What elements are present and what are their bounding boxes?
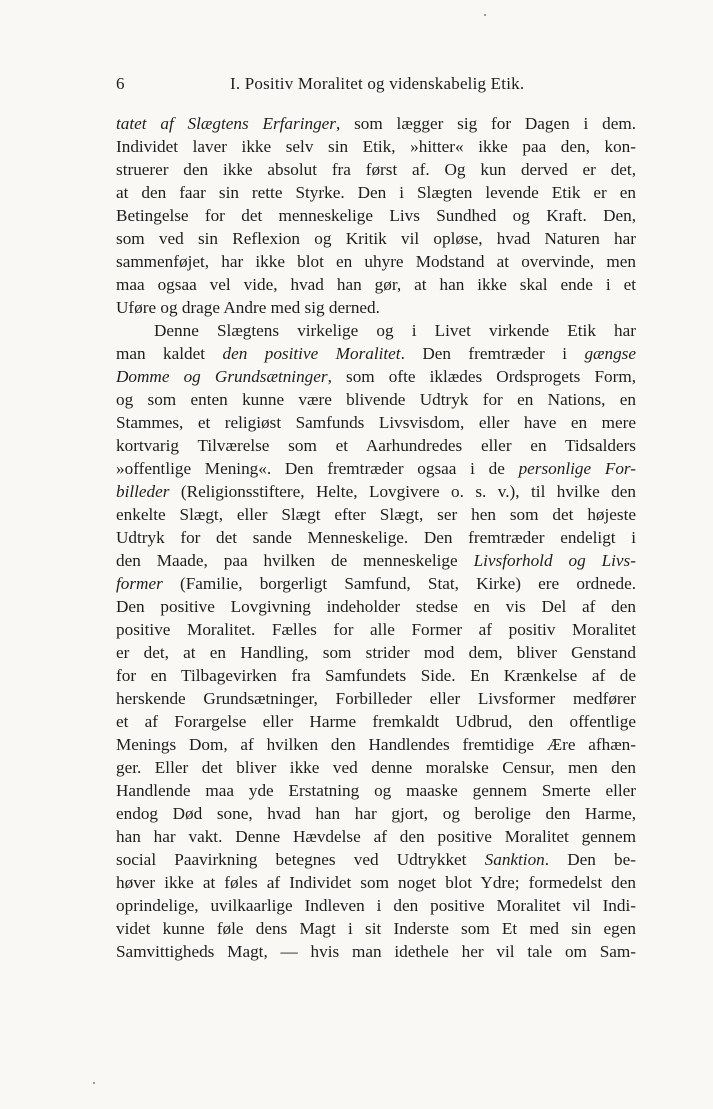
text-line: Betingelse for det menneskelige Livs Sundhed og Kraft. Den, [116,206,636,225]
text-line: for en Tilbagevirken fra Samfundets Side. En Krænkelse af de [116,666,636,685]
text-line: tatet af Slægtens Erfaringer, som lægger sig for Dagen i dem. [116,114,636,133]
text-line: »offentlige Mening«. Den fremtræder ogsaa i de personlige For- [116,459,636,478]
page-header [116,74,636,98]
text-line: oprindelige, uvilkaarlige Indleven i den positive Moralitet vil Indi- [116,896,636,915]
text-line: Domme og Grundsætninger, som ofte iklædes Ordsprogets Form, [116,367,636,386]
text-line: kortvarig Tilværelse som et Aarhundredes eller en Tidsalders [116,436,636,455]
text-line: Denne Slægtens virkelige og i Livet virkende Etik har [154,321,636,340]
text-line: Uføre og drage Andre med sig derned. [116,298,380,317]
text-line: at den faar sin rette Styrke. Den i Slægten levende Etik er en [116,183,636,202]
text-line: et af Forargelse eller Harme fremkaldt Udbrud, den offentlige [116,712,636,731]
paper-speck [484,14,486,16]
text-line: Menings Dom, af hvilken den Handlendes fremtidige Ære afhæn- [116,735,636,754]
text-line: struerer den ikke absolut fra først af. Og kun derved er det, [116,160,636,179]
text-line: videt kunne føle dens Magt i sit Inderste som Et med sin egen [116,919,636,938]
text-line: Handlende maa yde Erstatning og maaske gennem Smerte eller [116,781,636,800]
text-line: høver ikke at føles af Individet som noget blot Ydre; formedelst den [116,873,636,892]
paper-speck [93,1082,95,1084]
text-line: er det, at en Handling, som strider mod dem, bliver Genstand [116,643,636,662]
text-line: Samvittigheds Magt, — hvis man idethele her vil tale om Sam- [116,942,636,961]
text-line: man kaldet den positive Moralitet. Den fremtræder i gængse [116,344,636,363]
text-line: han har vakt. Denne Hævdelse af den positive Moralitet gennem [116,827,636,846]
text-line: herskende Grundsætninger, Forbilleder eller Livsformer medfører [116,689,636,708]
body-text [116,112,636,963]
text-line: Den positive Lovgivning indeholder stedse en vis Del af den [116,597,636,616]
text-line: endog Død sone, hvad han har gjort, og berolige den Harme, [116,804,636,823]
text-line: former (Familie, borgerligt Samfund, Stat, Kirke) ere ordnede. [116,574,636,593]
text-line: ger. Eller det bliver ikke ved denne moralske Censur, men den [116,758,636,777]
text-line: Stammes, et religiøst Samfunds Livsvisdom, eller have en mere [116,413,636,432]
text-line: social Paavirkning betegnes ved Udtrykket Sanktion. Den be- [116,850,636,869]
text-line: Individet laver ikke selv sin Etik, »hitter« ikke paa den, kon- [116,137,636,156]
text-line: positive Moralitet. Fælles for alle Former af positiv Moralitet [116,620,636,639]
text-line: den Maade, paa hvilken de menneskelige Livsforhold og Livs- [116,551,636,570]
text-line: som ved sin Reflexion og Kritik vil opløse, hvad Naturen har [116,229,636,248]
text-line: og som enten kunne være blivende Udtryk for en Nations, en [116,390,636,409]
text-line: sammenføjet, har ikke blot en uhyre Modstand at overvinde, men [116,252,636,271]
text-line: maa ogsaa vel vide, hvad han gør, at han ikke skal ende i et [116,275,636,294]
text-line: billeder (Religionsstiftere, Helte, Lovgivere o. s. v.), til hvilke den [116,482,636,501]
text-line: Udtryk for det sande Menneskelige. Den fremtræder endeligt i [116,528,636,547]
running-title: I. Positiv Moralitet og videnskabelig Etik. [230,74,525,93]
text-line: enkelte Slægt, eller Slægt efter Slægt, ser hen som det højeste [116,505,636,524]
page-number: 6 [116,74,125,93]
